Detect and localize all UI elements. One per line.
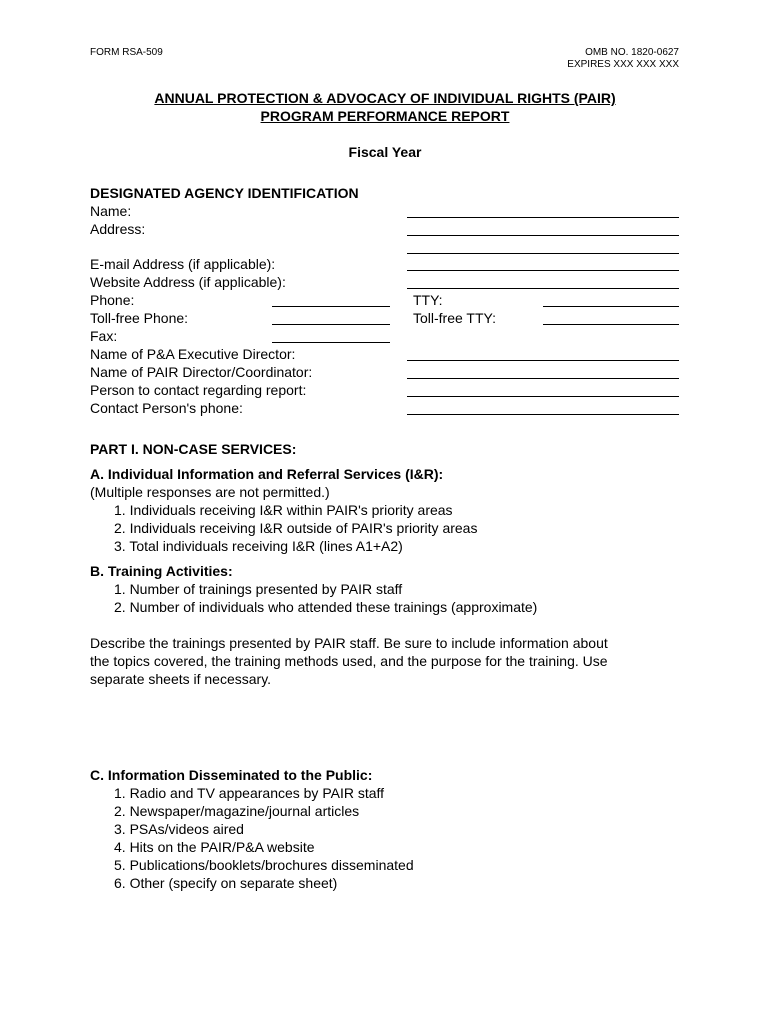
report-title-line2: PROGRAM PERFORMANCE REPORT bbox=[260, 108, 510, 124]
section-c-list bbox=[114, 784, 414, 892]
tty-field[interactable] bbox=[543, 306, 679, 307]
list-item: 4. Hits on the PAIR/P&A website bbox=[114, 839, 315, 855]
list-item: 2. Individuals receiving I&R outside of PAIR's priority areas bbox=[114, 520, 478, 536]
list-item: 5. Publications/booklets/brochures disseminated bbox=[114, 857, 414, 873]
contact-person-label: Person to contact regarding report: bbox=[90, 382, 307, 398]
list-item: 3. PSAs/videos aired bbox=[114, 821, 244, 837]
fax-field[interactable] bbox=[272, 342, 390, 343]
contact-phone-label: Contact Person's phone: bbox=[90, 400, 243, 416]
address-field-line1[interactable] bbox=[407, 235, 679, 236]
address-field-line2[interactable] bbox=[407, 253, 679, 254]
section-c-heading: C. Information Disseminated to the Public: bbox=[90, 767, 373, 783]
website-field[interactable] bbox=[407, 288, 679, 289]
email-field[interactable] bbox=[407, 270, 679, 271]
toll-free-tty-label: Toll-free TTY: bbox=[413, 310, 496, 326]
address-label: Address: bbox=[90, 221, 146, 237]
toll-free-phone-label: Toll-free Phone: bbox=[90, 310, 189, 326]
contact-person-field[interactable] bbox=[407, 396, 679, 397]
toll-free-phone-field[interactable] bbox=[272, 324, 390, 325]
list-item: 6. Other (specify on separate sheet) bbox=[114, 875, 338, 891]
instruction-line: separate sheets if necessary. bbox=[90, 671, 272, 687]
omb-number: OMB NO. 1820-0627 bbox=[585, 47, 679, 58]
instruction-line: Describe the trainings presented by PAIR staff. Be sure to include information about bbox=[90, 635, 608, 651]
section-a-heading: A. Individual Information and Referral Services (I&R): bbox=[90, 466, 444, 482]
instruction-line: the topics covered, the training methods used, and the purpose for the training. Use bbox=[90, 653, 608, 669]
pair-director-label: Name of PAIR Director/Coordinator: bbox=[90, 364, 313, 380]
fiscal-year-label: Fiscal Year bbox=[348, 144, 422, 160]
executive-director-field[interactable] bbox=[407, 360, 679, 361]
name-label: Name: bbox=[90, 203, 132, 219]
expiration-date: EXPIRES XXX XXX XXX bbox=[567, 59, 679, 70]
agency-section-heading: DESIGNATED AGENCY IDENTIFICATION bbox=[90, 185, 359, 201]
section-a-list bbox=[114, 501, 477, 555]
phone-label: Phone: bbox=[90, 292, 135, 308]
list-item: 3. Total individuals receiving I&R (lines A1+A2) bbox=[114, 538, 403, 554]
executive-director-label: Name of P&A Executive Director: bbox=[90, 346, 296, 362]
website-label: Website Address (if applicable): bbox=[90, 274, 286, 290]
email-label: E-mail Address (if applicable): bbox=[90, 256, 276, 272]
list-item: 2. Number of individuals who attended these trainings (approximate) bbox=[114, 599, 538, 615]
section-b-heading: B. Training Activities: bbox=[90, 563, 233, 579]
section-b-list bbox=[114, 580, 537, 616]
form-number: FORM RSA-509 bbox=[90, 47, 163, 58]
list-item: 1. Individuals receiving I&R within PAIR's priority areas bbox=[114, 502, 453, 518]
phone-field[interactable] bbox=[272, 306, 390, 307]
pair-director-field[interactable] bbox=[407, 378, 679, 379]
fax-label: Fax: bbox=[90, 328, 118, 344]
list-item: 2. Newspaper/magazine/journal articles bbox=[114, 803, 360, 819]
report-title-line1: ANNUAL PROTECTION & ADVOCACY OF INDIVIDUAL RIGHTS (PAIR) bbox=[154, 90, 616, 106]
tty-label: TTY: bbox=[413, 292, 443, 308]
toll-free-tty-field[interactable] bbox=[543, 324, 679, 325]
part1-heading: PART I. NON-CASE SERVICES: bbox=[90, 441, 297, 457]
section-a-note: (Multiple responses are not permitted.) bbox=[90, 484, 330, 500]
name-field[interactable] bbox=[407, 217, 679, 218]
list-item: 1. Radio and TV appearances by PAIR staff bbox=[114, 785, 385, 801]
list-item: 1. Number of trainings presented by PAIR staff bbox=[114, 581, 403, 597]
contact-phone-field[interactable] bbox=[407, 414, 679, 415]
training-description-instructions bbox=[90, 634, 608, 688]
